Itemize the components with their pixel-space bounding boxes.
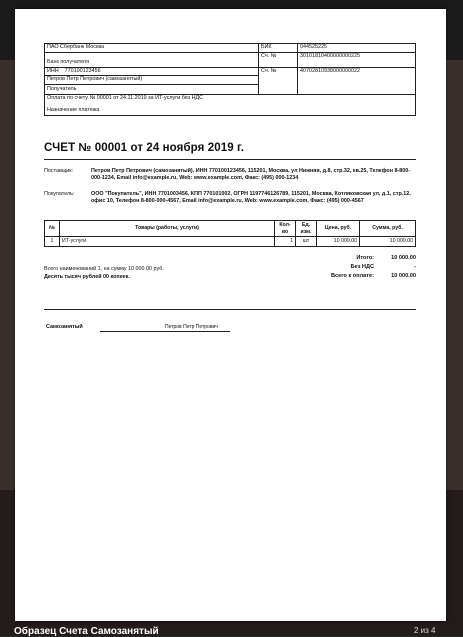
pay-row	[314, 273, 416, 279]
row-quantity: 1	[275, 237, 296, 247]
inn-cell	[45, 67, 259, 76]
items-header-row	[45, 221, 416, 237]
items-table	[44, 220, 416, 247]
row-sum: 10 000.00	[360, 237, 416, 247]
buyer-details: ООО "Покупатель", ИНН 7701003456, КПП 770101002, ОГРН 1197746126789, 115201, Москва, Котляковская ул, д.1, стр.12, офис 10, Телефон 8-800-000-4567, Email info@example.ru, Web: www.example.com, Факс: (495) 000-4567	[91, 191, 411, 205]
bank-details-table	[44, 43, 416, 116]
table-row	[45, 237, 416, 247]
invoice-title: СЧЕТ № 00001 от 24 ноября 2019 г.	[44, 142, 245, 154]
header-quantity: Кол-во	[275, 221, 296, 237]
corr-account-label: Сч. №	[259, 52, 298, 67]
account-label: Сч. №	[259, 67, 298, 94]
header-number: №	[45, 221, 60, 237]
vat-value: -	[414, 264, 416, 270]
inn-value: 770100123456	[64, 67, 101, 74]
invoice-page	[15, 9, 446, 621]
signature-name: Петров Петр Петрович	[165, 324, 218, 330]
bik-value: 044525225	[298, 44, 416, 53]
total-value: 10 000.00	[391, 255, 416, 261]
row-number: 1	[45, 237, 60, 247]
buyer-label: Покупатель:	[44, 191, 75, 197]
page-indicator: 2 из 4	[414, 626, 436, 635]
row-goods: ИТ-услуги	[60, 237, 275, 247]
supplier-details: Петров Петр Петрович (самозанятый), ИНН 770100123456, 115201, Москва, ул Нижняя, д.8, стр.32, кв.25, Телефон 8-800-000-1234, Email info@example.ru, Web: www.example.com, Факс: (495) 000-1234	[91, 168, 411, 182]
title-divider	[44, 159, 416, 160]
total-label: Итого:	[356, 255, 374, 261]
header-unit: Ед. изм.	[296, 221, 317, 237]
signature-divider	[44, 309, 416, 310]
bank-label: Банк получателя	[45, 52, 259, 67]
header-sum: Сумма, руб.	[360, 221, 416, 237]
payment-purpose-label: Назначение платежа	[47, 107, 100, 113]
items-count-line: Всего наименований 1, на сумму 10 000.00 руб.	[44, 266, 164, 272]
row-price: 10 000.00	[317, 237, 360, 247]
signature-line	[100, 331, 230, 332]
total-row	[314, 255, 416, 261]
pay-value: 10 000.00	[391, 273, 416, 279]
row-unit: шт	[296, 237, 317, 247]
payment-purpose-cell	[45, 94, 416, 115]
payee-name: Петров Петр Петрович (самозанятый)	[45, 76, 259, 85]
bank-name: ПАО Сбербанк Москва	[45, 44, 259, 53]
supplier-label: Поставщик:	[44, 168, 74, 174]
header-goods: Товары (работы, услуги)	[60, 221, 275, 237]
vat-label: Без НДС	[350, 264, 374, 270]
signature-label: Самозанятый	[46, 324, 83, 330]
bik-label: БИК	[259, 44, 298, 53]
payee-label: Получатель	[45, 84, 259, 94]
inn-label: ИНН	[47, 67, 59, 74]
account-value: 40702810938000000022	[298, 67, 416, 94]
pay-label: Всего к оплате:	[330, 273, 374, 279]
corr-account-value: 30101810400000000225	[298, 52, 416, 67]
document-caption: Образец Счета Самозанятый	[14, 626, 159, 637]
payment-purpose-text: Оплата по счету № 00001 от 24.11.2019 за ИТ-услуги без НДС	[47, 94, 204, 101]
header-price: Цена, руб.	[317, 221, 360, 237]
vat-row	[314, 264, 416, 270]
amount-in-words: Десять тысяч рублей 00 копеек.	[44, 274, 130, 280]
